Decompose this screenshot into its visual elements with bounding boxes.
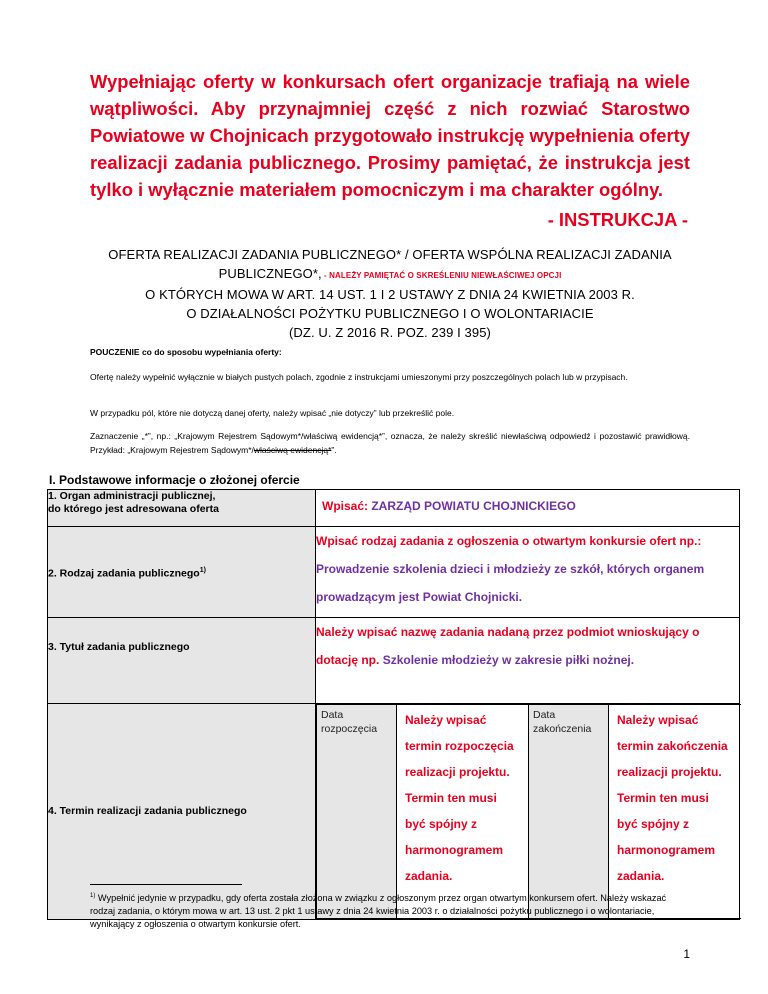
start-date-value-field[interactable]: Należy wpisać termin rozpoczęcia realizacji projektu. Termin ten musi być spójny z harmonogramem zadania. bbox=[397, 705, 529, 919]
task-type-label-text: 2. Rodzaj zadania publicznego bbox=[48, 567, 200, 580]
task-type-footnote-ref: 1) bbox=[199, 566, 206, 574]
task-term-table bbox=[316, 704, 741, 919]
organ-value-purple: ZARZĄD POWIATU CHOJNICKIEGO bbox=[371, 499, 576, 513]
task-title-value-purple: Szkolenie młodzieży w zakresie piłki nożnej. bbox=[382, 653, 635, 667]
instruction-paragraph-2: W przypadku pól, które nie dotyczą danej oferty, należy wpisać „nie dotyczy” lub przekreślić pole. bbox=[90, 408, 455, 418]
footnote-text: Wypełnić jedynie w przypadku, gdy oferta została złożona w związku z ogłoszonym przez organ otwartym konkursem ofert. Należy wskazać rodzaj zadania, o którym mowa w art. 13 ust. 2 pkt 1 ustawy z dnia 24 kwietnia 2003 r. o działalności pożytku publicznego i o wolontariacie, wynikający z ogłoszenia o otwartym konkursie ofert. bbox=[90, 893, 667, 930]
organ-value-field[interactable] bbox=[316, 490, 740, 527]
heading-line-1: OFERTA REALIZACJI ZADANIA PUBLICZNEGO* / OFERTA WSPÓLNA REALIZACJI ZADANIA bbox=[108, 247, 672, 262]
table-row bbox=[48, 704, 740, 920]
footnote bbox=[90, 890, 690, 931]
pouczenie-heading: POUCZENIE co do sposobu wypełniania oferty: bbox=[90, 347, 282, 357]
section-title: I. Podstawowe informacje o złożonej ofercie bbox=[49, 473, 300, 487]
organ-label: 1. Organ administracji publicznej, do którego jest adresowana oferta bbox=[48, 490, 316, 527]
heading-line-4: O DZIAŁALNOŚCI POŻYTKU PUBLICZNEGO I O WOLONTARIACIE bbox=[186, 306, 594, 321]
table-row bbox=[48, 527, 740, 618]
task-title-label: 3. Tytuł zadania publicznego bbox=[48, 618, 316, 704]
intro-paragraph: Wypełniając oferty w konkursach ofert organizacje trafiają na wiele wątpliwości. Aby przynajmniej część z nich rozwiać Starostwo Powiatowe w Chojnicach przygotowało instrukcję wypełnienia oferty realizacji zadania publicznego. Prosimy pamiętać, że instrukcja jest tylko i wyłącznie materiałem pomocniczym i ma charakter ogólny. bbox=[90, 71, 690, 200]
offer-info-table bbox=[47, 489, 740, 920]
heading-note: - NALEŻY PAMIĘTAĆ O SKREŚLENIU NIEWŁAŚCIWEJ OPCJI bbox=[321, 271, 562, 280]
task-type-value-red: Wpisać rodzaj zadania z ogłoszenia o otwartym konkursie ofert np.: bbox=[316, 534, 702, 548]
task-type-label bbox=[48, 527, 316, 618]
table-row bbox=[48, 618, 740, 704]
task-title-value-red: Należy wpisać nazwę zadania nadaną przez podmiot wnioskujący o dotację np. bbox=[316, 625, 700, 667]
task-term-cells bbox=[316, 704, 740, 920]
table-row bbox=[48, 490, 740, 527]
footnote-divider bbox=[90, 884, 242, 885]
instruction-paragraph-3 bbox=[90, 429, 690, 457]
para3-text-b: ”. bbox=[331, 445, 337, 455]
footnote-mark: 1) bbox=[90, 893, 96, 899]
para3-strikethrough: właściwą ewidencją* bbox=[253, 445, 332, 455]
end-date-label: Data zakończenia bbox=[529, 705, 609, 919]
page-number: 1 bbox=[683, 947, 690, 961]
heading-line-2-text: PUBLICZNEGO*, bbox=[218, 266, 322, 281]
task-title-value-field[interactable] bbox=[316, 618, 740, 704]
end-date-value-field[interactable]: Należy wpisać termin zakończenia realizacji projektu. Termin ten musi być spójny z harmonogramem zadania. bbox=[609, 705, 741, 919]
offer-heading bbox=[90, 245, 690, 342]
para3-text-a: Zaznaczenie „*”, np.: „Krajowym Rejestrem Sądowym*/właściwą ewidencją*”, oznacza, że należy skreślić niewłaściwą odpowiedź i pozostawić prawidłową. Przykład: „Krajowym Rejestrem Sądowym*/ bbox=[90, 431, 690, 455]
heading-line-3: O KTÓRYCH MOWA W ART. 14 UST. 1 I 2 USTAWY Z DNIA 24 KWIETNIA 2003 R. bbox=[145, 287, 635, 302]
start-date-label: Data rozpoczęcia bbox=[317, 705, 397, 919]
instruction-paragraph-1: Ofertę należy wypełnić wyłącznie w białych pustych polach, zgodnie z instrukcjami umieszonymi przy poszczególnych polach lub w przypisach. bbox=[90, 372, 628, 382]
heading-line-2 bbox=[90, 264, 690, 285]
task-type-value-purple: Prowadzenie szkolenia dzieci i młodzieży ze szkół, których organem prowadzącym jest Powiat Chojnicki. bbox=[316, 562, 705, 604]
heading-line-5: (DZ. U. Z 2016 R. POZ. 239 I 395) bbox=[289, 325, 491, 340]
instrukcja-title: - INSTRUKCJA - bbox=[547, 209, 688, 230]
task-term-label: 4. Termin realizacji zadania publicznego bbox=[48, 704, 316, 920]
task-type-value-field[interactable] bbox=[316, 527, 740, 618]
organ-value-red: Wpisać: bbox=[322, 499, 372, 513]
